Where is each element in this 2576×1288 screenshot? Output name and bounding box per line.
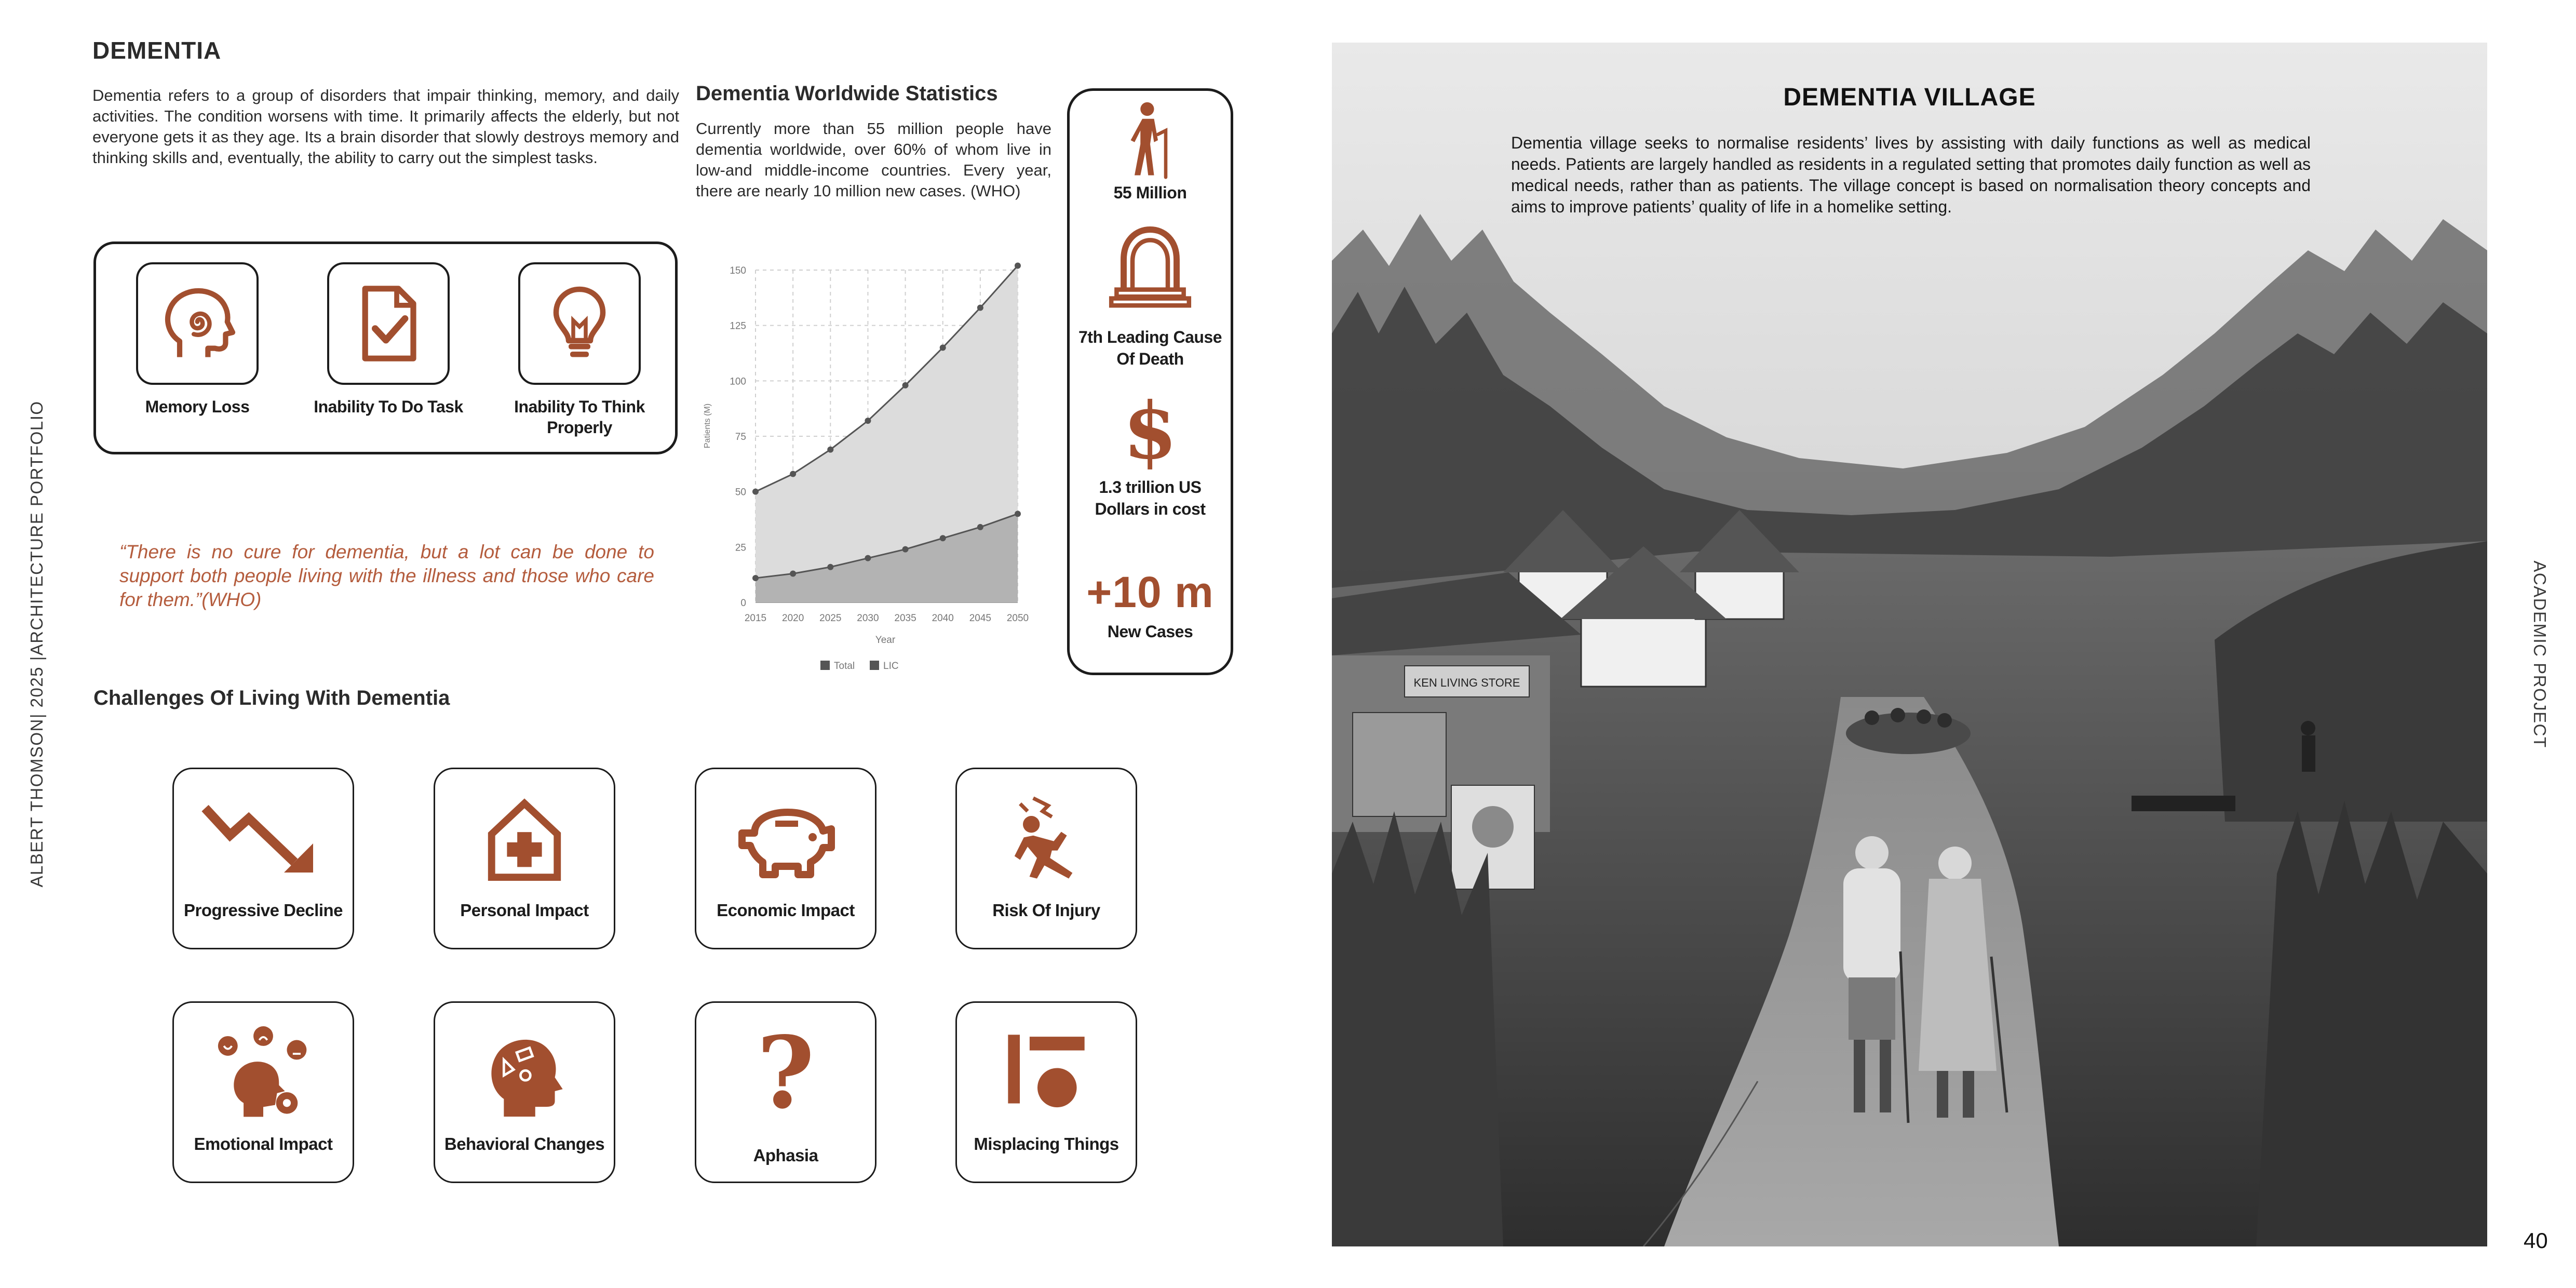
y-tick-label: 125 [730, 320, 746, 332]
legend-label: Total [834, 661, 855, 672]
y-axis-label: Patients (M) [703, 403, 712, 449]
legend-swatch [820, 661, 830, 670]
challenge-emotional-impact [172, 1001, 354, 1183]
point-total [827, 447, 833, 453]
x-tick-label: 2045 [969, 613, 991, 624]
tombstone-icon [1106, 221, 1194, 309]
point-total [752, 489, 759, 495]
y-tick-label: 100 [730, 376, 746, 387]
x-tick-label: 2025 [819, 613, 842, 624]
chart-legend [820, 661, 899, 672]
challenge-label: Behavioral Changes [444, 1134, 605, 1153]
statistics-title: Dementia Worldwide Statistics [696, 82, 998, 105]
chart-areas [756, 265, 1018, 602]
x-tick-label: 2050 [1006, 613, 1029, 624]
stat-label: 1.3 trillion US Dollars in cost [1095, 478, 1206, 518]
symptom-memory-loss [122, 262, 273, 417]
misplaced-objects-icon [957, 1024, 1136, 1122]
point-lic [940, 535, 946, 541]
portfolio-side-label [27, 400, 58, 888]
stat-new-cases [1070, 569, 1231, 642]
legend-label: LIC [883, 661, 899, 672]
x-axis-label: Year [875, 635, 896, 646]
stat-label: 7th Leading Cause Of Death [1078, 328, 1222, 368]
patients-area-chart [698, 239, 1036, 686]
stat-label: 55 Million [1113, 183, 1187, 202]
stat-cause-of-death [1070, 221, 1231, 370]
decline-arrow-icon [174, 790, 353, 889]
point-total [865, 418, 871, 424]
challenge-progressive-decline [172, 768, 354, 949]
symptoms-panel [93, 242, 678, 454]
symptom-label: Inability To Think Properly [514, 397, 645, 437]
challenge-risk-of-injury [955, 768, 1137, 949]
x-tick-label: 2030 [857, 613, 879, 624]
document-check-icon [327, 262, 450, 385]
symptom-label: Memory Loss [145, 397, 250, 416]
challenge-label: Aphasia [753, 1146, 818, 1165]
stat-cost [1070, 385, 1231, 520]
point-lic [827, 564, 833, 570]
y-tick-label: 75 [735, 432, 746, 442]
challenge-misplacing-things [955, 1001, 1137, 1183]
symptom-label: Inability To Do Task [314, 397, 463, 416]
emotion-head-icon [174, 1024, 353, 1122]
challenge-label: Progressive Decline [184, 901, 343, 920]
intro-paragraph: Dementia refers to a group of disorders that impair thinking, memory, and daily activities. The condition worsens with time. It primarily affects the elderly, but not everyone gets it as they age. Its a brain disorder that slowly destroys memory and thinking skills and, eventually, the ability to carry out the simplest tasks. [92, 86, 679, 167]
portfolio-side-text: ALBERT THOMSON| 2025 |ARCHITECTURE PORTFOLIO [27, 400, 46, 888]
village-title: DEMENTIA VILLAGE [1783, 84, 2036, 111]
lightbulb-icon [518, 262, 641, 385]
point-total [902, 382, 909, 388]
head-spiral-icon [136, 262, 259, 385]
x-tick-label: 2035 [894, 613, 916, 624]
challenge-behavioral-changes [434, 1001, 615, 1183]
house-cross-icon [435, 790, 614, 889]
point-total [790, 471, 796, 477]
y-tick-label: 0 [740, 598, 746, 609]
point-lic [752, 575, 759, 581]
challenge-label: Misplacing Things [974, 1134, 1119, 1153]
page-title: DEMENTIA [92, 37, 222, 64]
x-tick-label: 2015 [744, 613, 767, 624]
point-total [1015, 262, 1021, 269]
symptom-inability-think [504, 262, 655, 438]
village-paragraph: Dementia village seeks to normalise residents’ lives by assisting with daily functions as well as medical needs. Patients are largely handled as residents in a regulated setting that promotes daily function as well as medical needs, rather than as patients. The village concept is based on normalisation theory concepts and aims to improve patients’ quality of life in a homelike setting. [1511, 133, 2311, 216]
point-lic [977, 524, 983, 530]
challenges-title: Challenges Of Living With Dementia [93, 687, 450, 709]
challenge-economic-impact [695, 768, 876, 949]
challenge-personal-impact [434, 768, 615, 949]
challenge-label: Risk Of Injury [992, 901, 1100, 920]
point-total [940, 344, 946, 351]
elderly-person-icon [1119, 101, 1181, 179]
y-tick-label: 150 [730, 265, 746, 276]
point-lic [1015, 511, 1021, 517]
point-lic [902, 546, 909, 553]
challenge-label: Emotional Impact [194, 1134, 333, 1153]
challenge-label: Personal Impact [460, 901, 589, 920]
point-lic [790, 571, 796, 577]
stat-population [1070, 101, 1231, 204]
shop-sign: KEN LIVING STORE [1413, 676, 1520, 689]
legend-swatch [870, 661, 879, 670]
statistics-paragraph: Currently more than 55 million people have dementia worldwide, over 60% of whom live in low-and middle-income countries. Every year, there are nearly 10 million new cases. (WHO) [696, 119, 1051, 200]
falling-person-icon [957, 790, 1136, 889]
y-tick-label: 50 [735, 487, 746, 498]
page-number: 40 [2524, 1228, 2548, 1253]
village-photo [1332, 43, 2487, 1246]
question-mark-icon: ? [757, 1015, 815, 1131]
new-cases-value: +10 m [1086, 568, 1214, 616]
who-quote: “There is no cure for dementia, but a lot can be done to support both people living with the illness and those who care for them.”(WHO) [119, 541, 654, 610]
challenge-label: Economic Impact [717, 901, 855, 920]
point-lic [865, 555, 871, 561]
x-tick-label: 2020 [782, 613, 804, 624]
challenge-aphasia [695, 1001, 876, 1183]
piggy-bank-icon [696, 790, 875, 889]
symptom-inability-task [313, 262, 464, 417]
dollar-icon: $ [1123, 385, 1178, 477]
x-tick-label: 2040 [932, 613, 954, 624]
stat-label: New Cases [1107, 622, 1193, 641]
project-side-text: ACADEMIC PROJECT [2530, 560, 2550, 748]
y-tick-label: 25 [735, 542, 746, 554]
point-total [977, 305, 983, 311]
statistics-panel [1067, 88, 1233, 675]
confused-head-icon [435, 1024, 614, 1122]
